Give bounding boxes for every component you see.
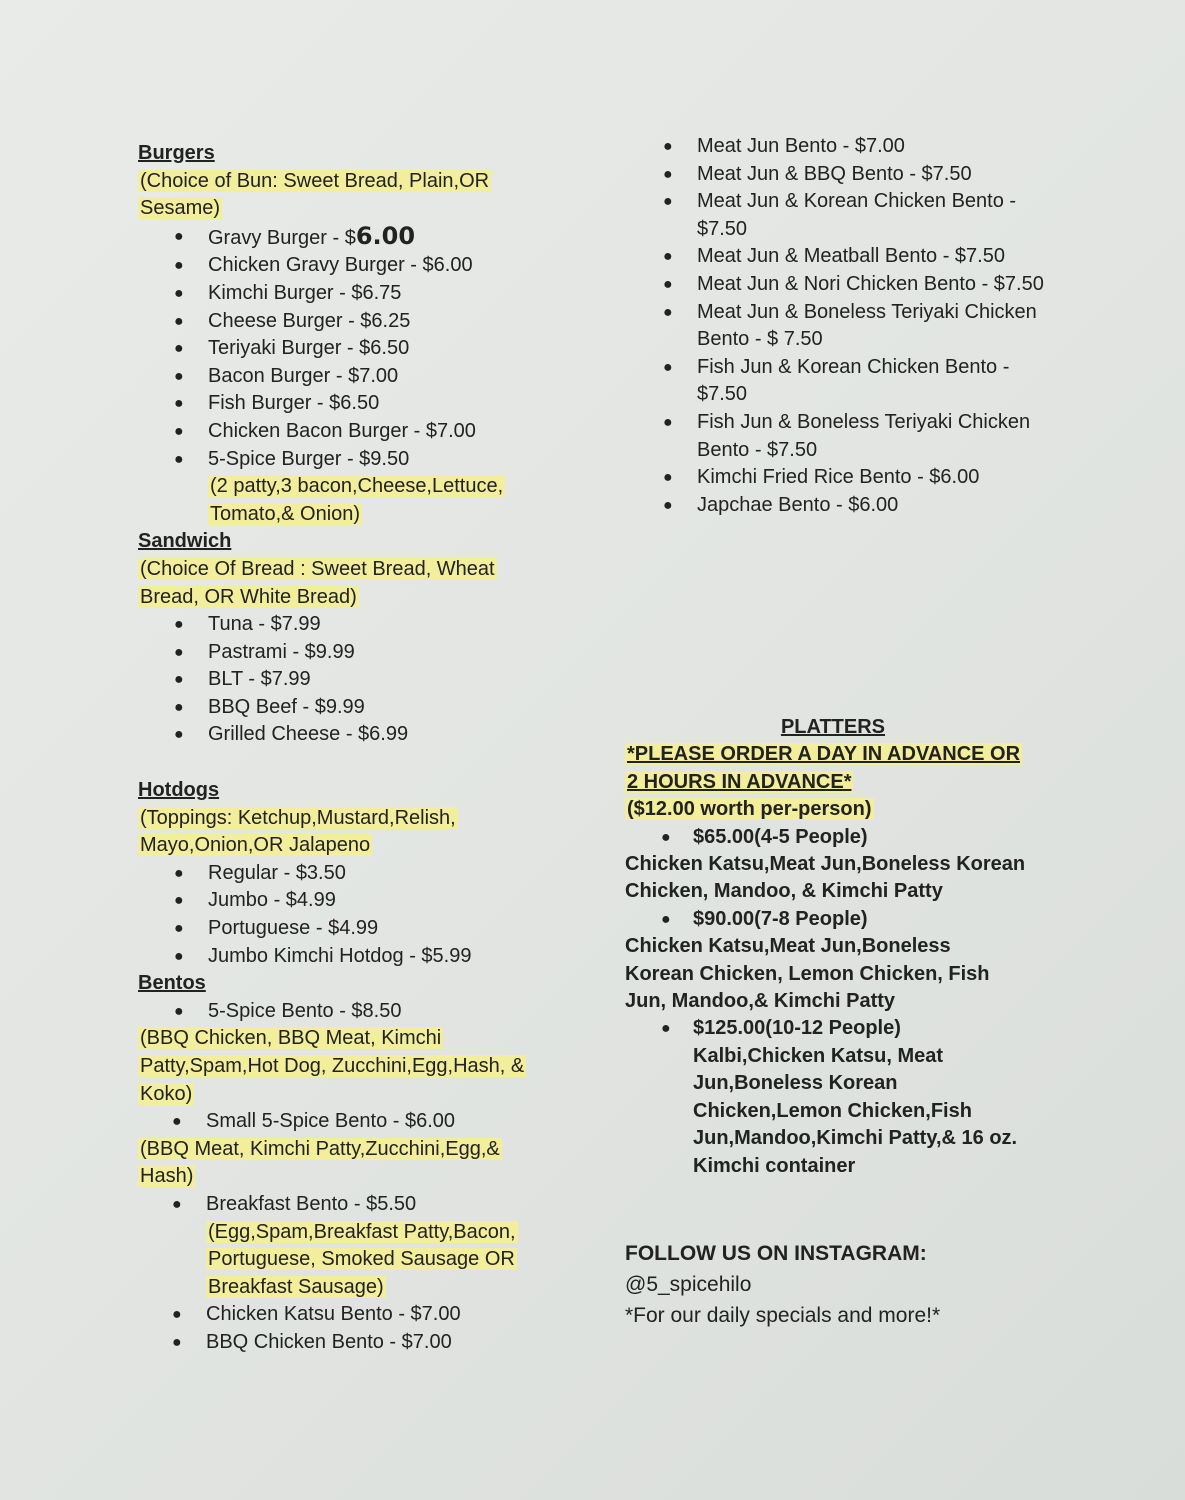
list-item: ● Meat Jun & Boneless Teriyaki Chicken Bento - $ 7.50 xyxy=(663,300,1037,351)
platter-desc: Chicken Katsu,Meat Jun,Boneless Korean Chicken, Lemon Chicken, Fish Jun, Mandoo,& Kimchi Patty xyxy=(625,935,990,1013)
list-item: ● Jumbo Kimchi Hotdog - $5.99 xyxy=(138,943,578,971)
bullet-icon: ● xyxy=(663,248,673,266)
burgers-heading: Burgers xyxy=(138,142,215,164)
bullet-icon: ● xyxy=(172,1333,182,1351)
hotdogs-list xyxy=(138,860,578,970)
bullet-icon: ● xyxy=(663,413,673,431)
platters-per-person: ($12.00 worth per-person) xyxy=(627,798,872,821)
left-column xyxy=(138,140,578,1357)
platter-desc: Kalbi,Chicken Katsu, Meat Jun,Boneless Korean Chicken,Lemon Chicken,Fish Jun,Mandoo,Kimchi Patty,& 16 oz. Kimchi container xyxy=(693,1044,1018,1177)
list-item: ● Tuna - $7.99 xyxy=(138,611,578,639)
list-item: ● Chicken Katsu Bento - $7.00 xyxy=(138,1301,578,1329)
list-item: ● Jumbo - $4.99 xyxy=(138,887,578,915)
bullet-icon: ● xyxy=(172,1113,182,1131)
right-column xyxy=(625,133,1065,519)
bentos-heading: Bentos xyxy=(138,972,206,995)
list-item: ● Fish Burger - $6.50 xyxy=(138,390,578,418)
list-item: ● Meat Jun & BBQ Bento - $7.50 xyxy=(625,161,1045,189)
list-item: ● Cheese Burger - $6.25 xyxy=(138,308,578,336)
sandwich-bread-note: (Choice Of Bread : Sweet Bread, Wheat Bread, OR White Bread) xyxy=(140,557,495,608)
platter-option: ● $90.00(7-8 People) xyxy=(625,906,1085,933)
list-item: ● Meat Jun & Meatball Bento - $7.50 xyxy=(625,243,1045,271)
sandwich-list xyxy=(138,611,578,749)
platter-option: ● $125.00(10-12 People) xyxy=(625,1015,1085,1042)
small-bento-note: (BBQ Meat, Kimchi Patty,Zucchini,Egg,& Hash) xyxy=(140,1137,500,1188)
bullet-icon: ● xyxy=(661,828,671,846)
list-item: ● Gravy Burger - $6.00 xyxy=(174,221,416,250)
list-item: ● Chicken Gravy Burger - $6.00 xyxy=(138,252,578,280)
list-item: ● Breakfast Bento - $5.50 (Egg,Spam,Breakfast Patty,Bacon, Portuguese, Smoked Sausage OR Breakfast Sausage) xyxy=(172,1192,516,1298)
list-item: ● Portuguese - $4.99 xyxy=(138,915,578,943)
bullet-icon: ● xyxy=(174,864,184,882)
instagram-tagline: *For our daily specials and more!* xyxy=(625,1304,941,1327)
bullet-icon: ● xyxy=(663,165,673,183)
bullet-icon: ● xyxy=(661,1020,671,1038)
five-spice-bento-note: (BBQ Chicken, BBQ Meat, Kimchi Patty,Spam,Hot Dog, Zucchini,Egg,Hash, & Koko) xyxy=(140,1027,525,1105)
instagram-handle: @5_spicehilo xyxy=(625,1273,752,1296)
list-item: ● Japchae Bento - $6.00 xyxy=(625,492,1045,520)
burgers-bun-note: (Choice of Bun: Sweet Bread, Plain,OR Sesame) xyxy=(140,169,490,220)
bullet-icon: ● xyxy=(172,1306,182,1324)
list-item: ● Meat Jun & Korean Chicken Bento - $7.50 xyxy=(663,190,1017,240)
bullet-icon: ● xyxy=(174,367,184,385)
bentos-list-left xyxy=(138,998,578,1026)
bullet-icon: ● xyxy=(174,422,184,440)
bullet-icon: ● xyxy=(174,698,184,716)
burgers-list xyxy=(138,223,578,529)
platter-desc: Chicken Katsu,Meat Jun,Boneless Korean Chicken, Mandoo, & Kimchi Patty xyxy=(625,853,1026,903)
bullet-icon: ● xyxy=(174,616,184,634)
platters-order-notice: *PLEASE ORDER A DAY IN ADVANCE OR 2 HOURS IN ADVANCE* xyxy=(627,743,1021,793)
list-item: ● Meat Jun Bento - $7.00 xyxy=(625,133,1045,161)
list-item: ● Fish Jun & Boneless Teriyaki Chicken Bento - $7.50 xyxy=(663,410,1031,461)
bullet-icon: ● xyxy=(174,1002,184,1020)
list-item: ● 5-Spice Bento - $8.50 xyxy=(138,998,578,1026)
list-item: ● BBQ Chicken Bento - $7.00 xyxy=(138,1329,578,1357)
bullet-icon: ● xyxy=(174,892,184,910)
bullet-icon: ● xyxy=(174,340,184,358)
handwritten-price: 6.00 xyxy=(355,221,416,250)
hotdogs-heading: Hotdogs xyxy=(138,779,220,802)
instagram-heading: FOLLOW US ON INSTAGRAM: xyxy=(625,1242,927,1265)
bullet-icon: ● xyxy=(174,726,184,744)
bullet-icon: ● xyxy=(172,1195,182,1213)
breakfast-bento-note: (Egg,Spam,Breakfast Patty,Bacon, Portuguese, Smoked Sausage OR Breakfast Sausage) xyxy=(208,1220,516,1298)
platter-option: ● $65.00(4-5 People) xyxy=(625,824,1085,851)
bullet-icon: ● xyxy=(663,138,673,155)
bullet-icon: ● xyxy=(174,947,184,965)
bullet-icon: ● xyxy=(174,643,184,661)
instagram-section xyxy=(625,1238,1085,1331)
hotdogs-toppings-note: (Toppings: Ketchup,Mustard,Relish, Mayo,Onion,OR Jalapeno xyxy=(140,806,456,857)
bullet-icon: ● xyxy=(661,910,671,928)
list-item: ● Teriyaki Burger - $6.50 xyxy=(138,335,578,363)
bentos-list-right xyxy=(625,133,1045,519)
platters-section xyxy=(625,714,1085,1180)
list-item: ● Kimchi Burger - $6.75 xyxy=(138,280,578,308)
list-item: ● Chicken Bacon Burger - $7.00 xyxy=(138,418,578,446)
bullet-icon: ● xyxy=(174,312,184,330)
bullet-icon: ● xyxy=(663,358,673,376)
item-note: (2 patty,3 bacon,Cheese,Lettuce, Tomato,& Onion) xyxy=(210,475,504,525)
list-item: ● Regular - $3.50 xyxy=(138,860,578,888)
bullet-icon: ● xyxy=(663,193,673,211)
sandwich-heading: Sandwich xyxy=(138,530,232,553)
list-item: ● Fish Jun & Korean Chicken Bento - $7.50 xyxy=(663,355,1010,406)
bullet-icon: ● xyxy=(174,450,184,468)
bullet-icon: ● xyxy=(663,469,673,487)
list-item: ● BBQ Beef - $9.99 xyxy=(138,694,578,722)
bullet-icon: ● xyxy=(174,395,184,413)
bullet-icon: ● xyxy=(663,496,673,514)
bullet-icon: ● xyxy=(174,257,184,275)
list-item: ● Kimchi Fried Rice Bento - $6.00 xyxy=(625,464,1045,492)
bullet-icon: ● xyxy=(174,920,184,938)
bullet-icon: ● xyxy=(663,275,673,293)
list-item: ● Meat Jun & Nori Chicken Bento - $7.50 xyxy=(625,271,1045,299)
list-item: ● Pastrami - $9.99 xyxy=(138,639,578,667)
platters-heading: PLATTERS xyxy=(780,716,886,738)
list-item: ● 5-Spice Burger - $9.50 (2 patty,3 bacon,Cheese,Lettuce, Tomato,& Onion) xyxy=(174,447,504,525)
bullet-icon: ● xyxy=(174,227,184,245)
list-item: ● BLT - $7.99 xyxy=(138,666,578,694)
bullet-icon: ● xyxy=(174,671,184,689)
bullet-icon: ● xyxy=(174,284,184,302)
list-item: ● Bacon Burger - $7.00 xyxy=(138,363,578,391)
list-item: ● Small 5-Spice Bento - $6.00 xyxy=(138,1108,578,1136)
list-item: ● Grilled Cheese - $6.99 xyxy=(138,721,578,749)
bullet-icon: ● xyxy=(663,303,673,321)
